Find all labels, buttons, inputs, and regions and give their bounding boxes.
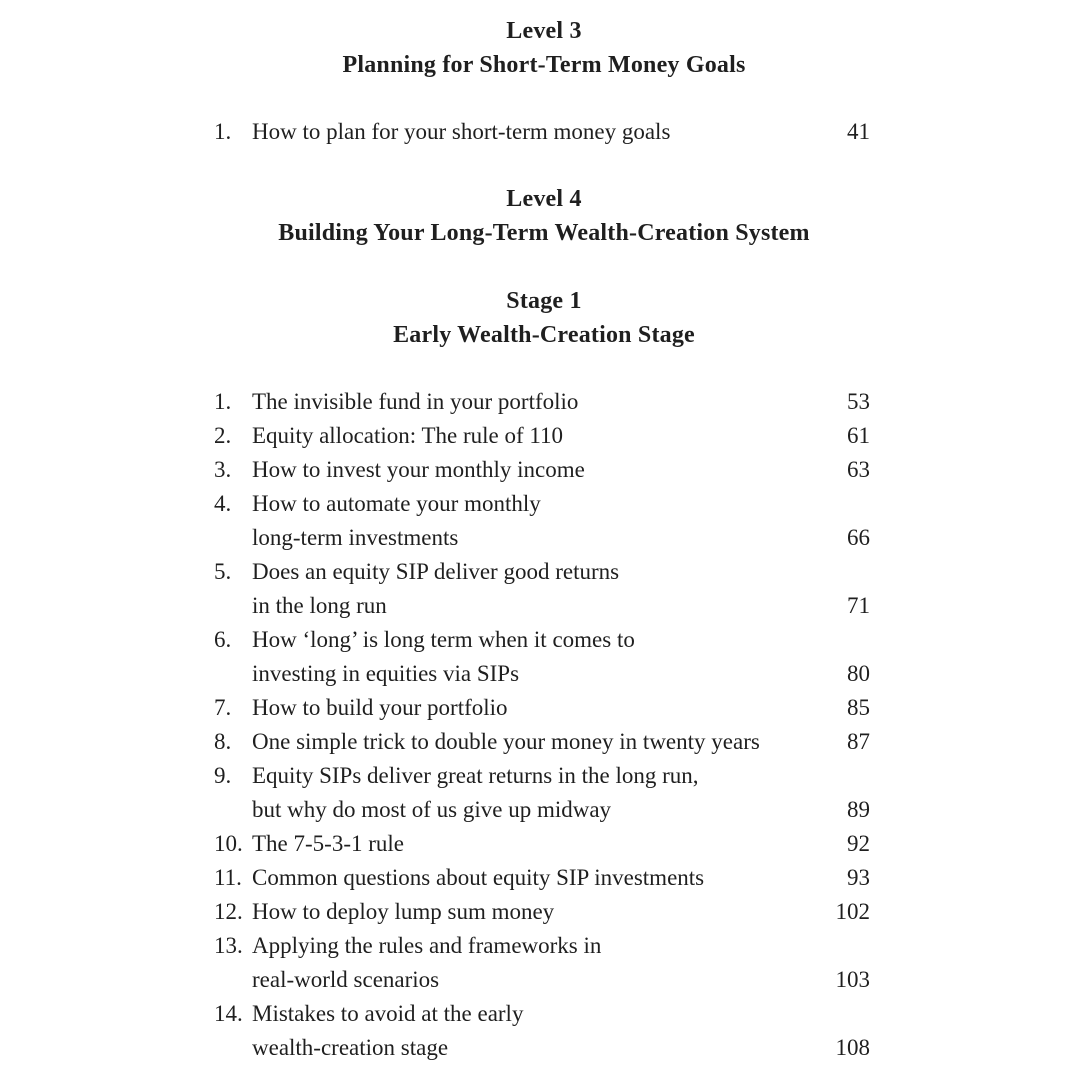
entry-page: 85	[847, 695, 870, 720]
entry-title	[252, 623, 635, 691]
level-4-title: Level 4	[506, 186, 582, 212]
entry-page: 61	[847, 423, 870, 448]
stage-1-title: Stage 1	[506, 288, 582, 314]
stage-1-toc	[0, 385, 1080, 1065]
entry-page: 87	[847, 729, 870, 754]
entry-page: 63	[847, 457, 870, 482]
entry-title-line-1: How to automate your monthly	[252, 491, 541, 516]
entry-page: 53	[847, 389, 870, 414]
toc-entry[interactable]	[0, 759, 1080, 827]
toc-entry[interactable]	[0, 555, 1080, 623]
entry-page: 93	[847, 865, 870, 890]
entry-title-line-2: real-world scenarios	[252, 967, 440, 992]
entry-number: 13.	[214, 933, 243, 958]
entry-title-line-1: Equity SIPs deliver great returns in the long run,	[252, 763, 699, 788]
entry-title-line-2: wealth-creation stage	[252, 1035, 449, 1060]
toc-entry[interactable]	[0, 691, 1080, 725]
stage-1-subtitle: Early Wealth-Creation Stage	[393, 322, 695, 348]
entry-title	[252, 997, 523, 1065]
entry-page: 80	[847, 661, 870, 686]
toc-entry[interactable]	[0, 861, 1080, 895]
entry-title	[252, 487, 541, 555]
entry-page: 71	[847, 593, 870, 618]
entry-title-line-2: in the long run	[252, 593, 387, 618]
entry-number: 7.	[214, 695, 232, 720]
level-3-toc	[0, 115, 1080, 149]
toc-entry[interactable]	[0, 623, 1080, 691]
entry-number: 1.	[214, 389, 232, 414]
entry-page: 102	[835, 899, 870, 924]
entry-number: 14.	[214, 1001, 243, 1026]
level-3-subtitle: Planning for Short-Term Money Goals	[342, 52, 746, 78]
toc-entry[interactable]	[0, 115, 1080, 149]
entry-page: 66	[847, 525, 870, 550]
entry-number: 3.	[214, 457, 232, 482]
toc-entry[interactable]	[0, 929, 1080, 997]
toc-entry[interactable]	[0, 895, 1080, 929]
entry-page: 41	[847, 119, 870, 144]
entry-page: 108	[835, 1035, 870, 1060]
toc-entry[interactable]	[0, 725, 1080, 759]
entry-title	[252, 759, 699, 827]
entry-title-line-1: How ‘long’ is long term when it comes to	[252, 627, 635, 652]
entry-title: How to invest your monthly income	[252, 457, 585, 482]
toc-entry[interactable]	[0, 487, 1080, 555]
entry-number: 12.	[214, 899, 243, 924]
entry-number: 1.	[214, 119, 232, 144]
entry-number: 5.	[214, 559, 232, 584]
entry-number: 11.	[214, 865, 242, 890]
entry-title: One simple trick to double your money in twenty years	[252, 729, 760, 754]
toc-entry[interactable]	[0, 997, 1080, 1065]
entry-title: How to build your portfolio	[252, 695, 508, 720]
entry-title: How to deploy lump sum money	[252, 899, 555, 924]
entry-page: 89	[847, 797, 870, 822]
entry-number: 4.	[214, 491, 232, 516]
entry-title-line-2: investing in equities via SIPs	[252, 661, 520, 686]
entry-title: The 7-5-3-1 rule	[252, 831, 404, 856]
entry-title-line-1: Mistakes to avoid at the early	[252, 1001, 524, 1026]
entry-title: Common questions about equity SIP investments	[252, 865, 705, 890]
entry-title: The invisible fund in your portfolio	[252, 389, 579, 414]
level-3-title: Level 3	[506, 18, 582, 44]
toc-entry[interactable]	[0, 827, 1080, 861]
toc-entry[interactable]	[0, 385, 1080, 419]
entry-page: 103	[835, 967, 870, 992]
entry-number: 2.	[214, 423, 232, 448]
toc-entry[interactable]	[0, 419, 1080, 453]
entry-title	[252, 555, 619, 623]
entry-title-line-1: Applying the rules and frameworks in	[252, 933, 602, 958]
entry-number: 10.	[214, 831, 243, 856]
entry-title	[252, 929, 601, 997]
level-4-subtitle: Building Your Long-Term Wealth-Creation System	[278, 220, 810, 246]
toc-entry[interactable]	[0, 453, 1080, 487]
entry-title: Equity allocation: The rule of 110	[252, 423, 564, 448]
entry-number: 6.	[214, 627, 232, 652]
entry-title-line-2: but why do most of us give up midway	[252, 797, 612, 822]
entry-title-line-1: Does an equity SIP deliver good returns	[252, 559, 620, 584]
entry-number: 9.	[214, 763, 232, 788]
entry-title-line-2: long-term investments	[252, 525, 459, 550]
entry-number: 8.	[214, 729, 232, 754]
entry-page: 92	[847, 831, 870, 856]
entry-title: How to plan for your short-term money goals	[252, 119, 671, 144]
